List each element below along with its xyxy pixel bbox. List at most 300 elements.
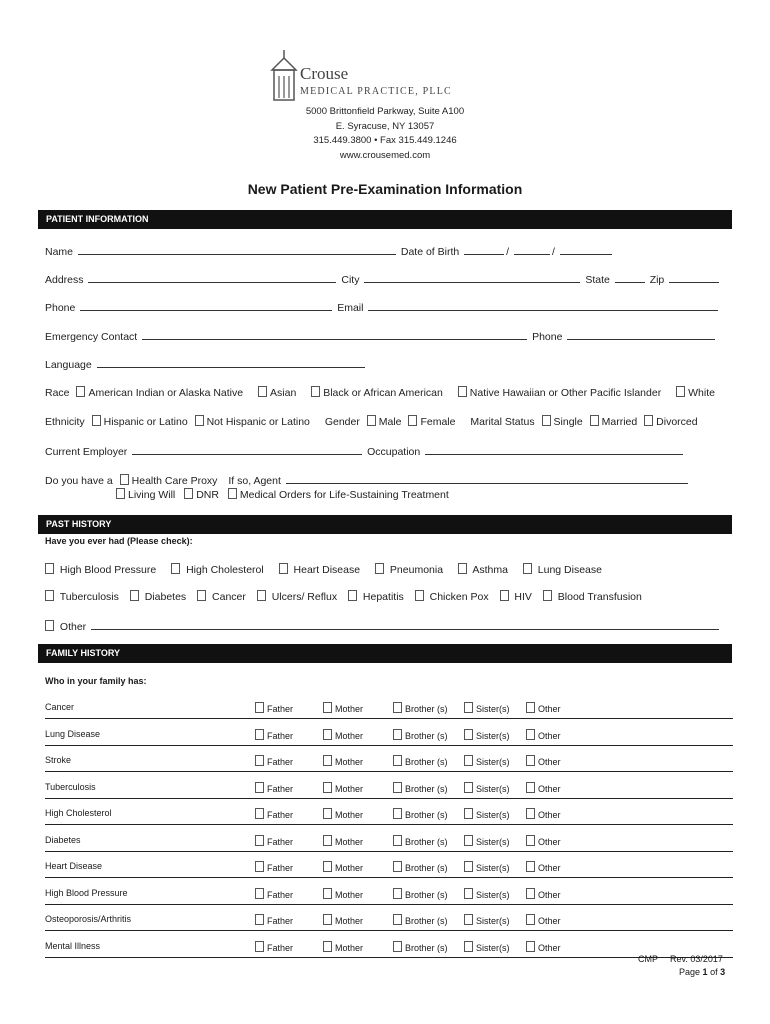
checkbox-icon[interactable] (197, 590, 206, 601)
checkbox-icon[interactable] (323, 914, 332, 925)
checkbox-icon[interactable] (279, 563, 288, 574)
relative-option[interactable] (393, 861, 448, 873)
relative-label: Other (538, 916, 561, 926)
relative-option[interactable] (323, 702, 363, 714)
directives-row (116, 488, 461, 501)
relative-option[interactable] (323, 755, 363, 767)
relative-option[interactable] (393, 888, 448, 900)
zip-field[interactable] (669, 272, 719, 283)
relative-label: Sister(s) (476, 836, 510, 847)
checkbox-icon[interactable] (408, 415, 417, 426)
relative-label: Brother (s) (405, 704, 448, 714)
name-field[interactable] (78, 244, 396, 255)
history-option[interactable]: Lung Disease (523, 563, 602, 576)
relative-label: Brother (s) (405, 916, 448, 926)
relative-label: Brother (s) (405, 810, 448, 820)
relative-option[interactable] (393, 941, 448, 953)
relative-option[interactable] (323, 861, 363, 873)
ethnicity-option[interactable]: Not Hispanic or Latino (195, 415, 310, 428)
ethnicity-label: Ethnicity (45, 416, 85, 428)
family-history-row (45, 804, 733, 825)
relative-label: Other (538, 810, 561, 820)
checkbox-icon[interactable] (676, 386, 685, 397)
dob-label: Date of Birth (400, 246, 460, 258)
relative-option[interactable] (464, 702, 510, 714)
address-label: Address (45, 274, 84, 286)
checkbox-icon[interactable] (348, 590, 357, 601)
checkbox-icon[interactable] (644, 415, 653, 426)
checkbox-icon[interactable] (526, 861, 535, 872)
relative-option[interactable] (464, 755, 510, 767)
emergency-phone-field[interactable] (567, 329, 715, 340)
checkbox-icon[interactable] (255, 755, 264, 766)
relative-option[interactable] (464, 888, 510, 900)
agent-field[interactable] (286, 473, 688, 484)
past-history-other-row (45, 619, 721, 633)
condition-label: Diabetes (45, 834, 81, 845)
relative-option[interactable] (526, 755, 561, 767)
checkbox-icon[interactable] (323, 888, 332, 899)
checkbox-icon[interactable] (255, 888, 264, 899)
condition-label: Osteoporosis/Arthritis (45, 914, 132, 924)
email-field[interactable] (368, 300, 718, 311)
checkbox-icon[interactable] (526, 835, 535, 846)
family-history-row (45, 884, 733, 905)
relative-label: Father (267, 704, 294, 714)
history-option[interactable]: HIV (500, 590, 532, 603)
checkbox-icon[interactable] (393, 702, 402, 713)
dob-year-field[interactable] (560, 244, 612, 255)
marital-option[interactable]: Divorced (644, 415, 697, 428)
relative-option[interactable] (526, 782, 561, 794)
relative-option[interactable] (323, 914, 363, 926)
relative-option[interactable] (323, 888, 363, 900)
family-history-row (45, 778, 733, 799)
checkbox-icon[interactable] (45, 620, 54, 631)
city-label: City (341, 274, 360, 286)
relative-label: Other (538, 757, 561, 767)
relative-label: Father (267, 889, 294, 900)
employer-field[interactable] (132, 444, 362, 455)
checkbox-icon[interactable] (184, 488, 193, 499)
name-row (45, 244, 614, 258)
history-option[interactable]: Tuberculosis (45, 590, 119, 603)
checkbox-icon[interactable] (464, 888, 473, 899)
website-line: www.crousemed.com (339, 150, 431, 161)
relative-label: Sister(s) (476, 810, 510, 820)
checkbox-icon[interactable] (393, 782, 402, 793)
history-option[interactable]: Asthma (458, 563, 508, 576)
condition-label: Lung Disease (45, 728, 101, 739)
checkbox-icon[interactable] (323, 835, 332, 846)
checkbox-icon[interactable] (255, 835, 264, 846)
checkbox-icon[interactable] (464, 729, 473, 740)
relative-label: Father (267, 810, 294, 820)
relative-label: Sister(s) (476, 757, 510, 767)
relative-option[interactable] (323, 729, 363, 741)
race-option[interactable]: White (676, 386, 715, 399)
checkbox-icon[interactable] (464, 835, 473, 846)
relative-option[interactable] (255, 782, 293, 794)
ethnicity-row (45, 415, 710, 428)
marital-status-label: Marital Status (470, 416, 535, 428)
practice-logo (270, 48, 480, 104)
checkbox-icon[interactable] (590, 415, 599, 426)
relative-option[interactable] (393, 755, 448, 767)
relative-option[interactable] (393, 729, 448, 741)
checkbox-icon[interactable] (255, 782, 264, 793)
condition-label: Heart Disease (45, 861, 103, 871)
relative-label: Mother (335, 730, 364, 741)
phone-fax-line: 315.449.3800 • Fax 315.449.1246 (313, 135, 457, 146)
checkbox-icon[interactable] (323, 782, 332, 793)
relative-label: Mother (335, 810, 364, 820)
relative-label: Mother (335, 783, 364, 794)
relative-label: Other (538, 863, 561, 873)
relative-option[interactable] (526, 888, 561, 900)
relative-label: Sister(s) (476, 863, 510, 873)
checkbox-icon[interactable] (393, 835, 402, 846)
checkbox-icon[interactable] (45, 563, 54, 574)
checkbox-icon[interactable] (464, 808, 473, 819)
gender-option[interactable]: Male (367, 415, 402, 428)
relative-option[interactable] (464, 914, 510, 926)
other-field[interactable] (91, 619, 719, 630)
dob-day-field[interactable] (514, 244, 550, 255)
history-option[interactable]: High Cholesterol (171, 563, 264, 576)
relative-label: Brother (s) (405, 889, 448, 900)
condition-label: Cancer (45, 702, 75, 712)
checkbox-icon[interactable] (255, 702, 264, 713)
checkbox-icon[interactable] (45, 590, 54, 601)
relative-label: Mother (335, 757, 364, 767)
relative-option[interactable] (255, 808, 293, 820)
relative-label: Father (267, 730, 294, 741)
dnr-option[interactable]: DNR (184, 488, 219, 501)
checkbox-icon[interactable] (130, 590, 139, 601)
emergency-contact-field[interactable] (142, 329, 527, 340)
relative-label: Mother (335, 836, 364, 847)
proxy-row (45, 473, 690, 487)
dob-separator: / (506, 246, 510, 258)
logo-subtitle: MEDICAL PRACTICE, PLLC (300, 86, 452, 97)
checkbox-icon[interactable] (120, 474, 129, 485)
checkbox-icon[interactable] (258, 386, 267, 397)
checkbox-icon[interactable] (526, 808, 535, 819)
section-bar-past-history: PAST HISTORY (38, 515, 732, 534)
race-option[interactable]: Asian (258, 386, 296, 399)
relative-option[interactable] (255, 702, 293, 714)
history-option[interactable]: Hepatitis (348, 590, 404, 603)
relative-label: Mother (335, 889, 364, 900)
condition-label: Mental Illness (45, 940, 101, 951)
checkbox-icon[interactable] (255, 941, 264, 952)
emergency-row (45, 329, 717, 343)
checkbox-icon[interactable] (393, 861, 402, 872)
family-history-row (45, 831, 733, 852)
checkbox-icon[interactable] (500, 590, 509, 601)
history-option[interactable]: Heart Disease (279, 563, 360, 576)
relative-label: Mother (335, 942, 364, 953)
relative-label: Mother (335, 916, 364, 926)
checkbox-icon[interactable] (393, 729, 402, 740)
relative-option[interactable] (255, 888, 293, 900)
gender-label: Gender (324, 416, 360, 428)
emergency-phone-label: Phone (532, 331, 563, 343)
relative-option[interactable] (526, 914, 561, 926)
checkbox-icon[interactable] (311, 386, 320, 397)
relative-label: Brother (s) (405, 836, 448, 847)
checkbox-icon[interactable] (526, 702, 535, 713)
checkbox-icon[interactable] (367, 415, 376, 426)
family-history-row (45, 857, 733, 878)
proxy-option[interactable]: Health Care Proxy (120, 474, 218, 487)
relative-option[interactable] (255, 835, 293, 847)
history-option[interactable]: Pneumonia (375, 563, 443, 576)
relative-option[interactable] (526, 861, 561, 873)
name-label: Name (45, 246, 74, 258)
checkbox-icon[interactable] (464, 755, 473, 766)
family-history-row (45, 751, 733, 772)
relative-option[interactable] (255, 755, 293, 767)
revision-date: Rev. 03/2017 (670, 954, 723, 964)
relative-label: Sister(s) (476, 916, 510, 926)
relative-option[interactable] (526, 702, 561, 714)
checkbox-icon[interactable] (228, 488, 237, 499)
occupation-label: Occupation (367, 446, 421, 458)
race-option[interactable]: American Indian or Alaska Native (76, 386, 243, 399)
relative-option[interactable] (255, 861, 293, 873)
relative-option[interactable] (393, 702, 448, 714)
relative-option[interactable] (464, 941, 510, 953)
dob-month-field[interactable] (464, 244, 504, 255)
checkbox-icon[interactable] (458, 386, 467, 397)
history-option[interactable]: Ulcers/ Reflux (257, 590, 337, 603)
checkbox-icon[interactable] (464, 782, 473, 793)
ethnicity-option[interactable]: Hispanic or Latino (92, 415, 188, 428)
occupation-field[interactable] (425, 444, 683, 455)
relative-option[interactable] (464, 729, 510, 741)
relative-label: Other (538, 889, 561, 900)
relative-option[interactable] (323, 808, 363, 820)
checkbox-icon[interactable] (393, 755, 402, 766)
agent-label: If so, Agent (228, 475, 281, 487)
checkbox-icon[interactable] (464, 702, 473, 713)
checkbox-icon[interactable] (464, 941, 473, 952)
checkbox-icon[interactable] (255, 729, 264, 740)
race-row (45, 386, 727, 399)
past-history-instructions: Have you ever had (Please check): (45, 536, 193, 546)
checkbox-icon[interactable] (375, 563, 384, 574)
race-option[interactable]: Native Hawaiian or Other Pacific Islander (458, 386, 661, 399)
checkbox-icon[interactable] (323, 702, 332, 713)
checkbox-icon[interactable] (323, 861, 332, 872)
relative-label: Brother (s) (405, 757, 448, 767)
checkbox-icon[interactable] (257, 590, 266, 601)
relative-label: Brother (s) (405, 863, 448, 873)
relative-option[interactable] (323, 835, 363, 847)
relative-label: Father (267, 836, 294, 847)
relative-option[interactable] (526, 835, 561, 847)
checkbox-icon[interactable] (255, 861, 264, 872)
checkbox-icon[interactable] (76, 386, 85, 397)
relative-label: Brother (s) (405, 730, 448, 741)
relative-option[interactable] (393, 808, 448, 820)
relative-label: Father (267, 783, 294, 794)
phone-label: Phone (45, 302, 76, 314)
checkbox-icon[interactable] (255, 914, 264, 925)
condition-label: Stroke (45, 755, 72, 765)
page-title: New Patient Pre-Examination Information (247, 181, 523, 197)
checkbox-icon[interactable] (464, 914, 473, 925)
checkbox-icon[interactable] (464, 861, 473, 872)
relative-option[interactable] (526, 808, 561, 820)
relative-label: Sister(s) (476, 783, 510, 794)
address-line-1: 5000 Brittonfield Parkway, Suite A100 (305, 106, 465, 117)
city-field[interactable] (364, 272, 580, 283)
checkbox-icon[interactable] (526, 729, 535, 740)
family-history-row (45, 725, 733, 746)
state-label: State (585, 274, 610, 286)
relative-label: Sister(s) (476, 942, 510, 953)
condition-label: High Cholesterol (45, 808, 112, 818)
checkbox-icon[interactable] (323, 808, 332, 819)
living-will-option[interactable]: Living Will (116, 488, 175, 501)
section-bar-family-history: FAMILY HISTORY (38, 644, 732, 663)
relative-label: Father (267, 942, 294, 953)
past-history-row-1 (45, 563, 614, 576)
relative-label: Sister(s) (476, 704, 510, 714)
address-line-2: E. Syracuse, NY 13057 (335, 121, 435, 132)
phone-field[interactable] (80, 300, 332, 311)
race-label: Race (45, 387, 70, 399)
relative-option[interactable] (526, 729, 561, 741)
relative-label: Other (538, 942, 561, 953)
building-logo-icon (270, 48, 298, 102)
checkbox-icon[interactable] (526, 888, 535, 899)
history-option[interactable]: Chicken Pox (415, 590, 489, 603)
relative-label: Father (267, 863, 294, 873)
checkbox-icon[interactable] (195, 415, 204, 426)
language-row (45, 357, 367, 371)
relative-label: Father (267, 757, 294, 767)
relative-option[interactable] (464, 861, 510, 873)
relative-option[interactable] (464, 835, 510, 847)
checkbox-icon[interactable] (323, 755, 332, 766)
molst-option[interactable]: Medical Orders for Life-Sustaining Treatment (228, 488, 449, 501)
relative-label: Brother (s) (405, 783, 448, 794)
past-history-row-2 (45, 590, 642, 603)
checkbox-icon[interactable] (526, 914, 535, 925)
zip-label: Zip (649, 274, 665, 286)
page-number: Page 1 of 3 (679, 967, 726, 977)
checkbox-icon[interactable] (323, 729, 332, 740)
relative-option[interactable] (255, 729, 293, 741)
relative-option[interactable] (464, 808, 510, 820)
race-option[interactable]: Black or African American (311, 386, 443, 399)
relative-label: Mother (335, 704, 364, 714)
checkbox-icon[interactable] (393, 808, 402, 819)
checkbox-icon[interactable] (543, 590, 552, 601)
checkbox-icon[interactable] (323, 941, 332, 952)
checkbox-icon[interactable] (542, 415, 551, 426)
language-label: Language (45, 359, 92, 371)
checkbox-icon[interactable] (116, 488, 125, 499)
employer-label: Current Employer (45, 446, 128, 458)
relative-label: Sister(s) (476, 730, 510, 741)
relative-option[interactable] (323, 941, 363, 953)
relative-label: Mother (335, 863, 364, 873)
relative-option[interactable] (323, 782, 363, 794)
language-field[interactable] (97, 357, 365, 368)
relative-option[interactable] (393, 914, 448, 926)
family-history-instructions: Who in your family has: (45, 676, 147, 686)
relative-option[interactable] (526, 941, 561, 953)
checkbox-icon[interactable] (92, 415, 101, 426)
relative-label: Brother (s) (405, 942, 448, 953)
relative-label: Other (538, 704, 561, 714)
form-code: CMP (638, 954, 658, 964)
history-option[interactable]: Diabetes (130, 590, 186, 603)
employer-row (45, 444, 685, 458)
family-history-row (45, 910, 733, 931)
do-you-have-label: Do you have a (45, 475, 113, 487)
relative-option[interactable] (393, 782, 448, 794)
section-bar-patient-info: PATIENT INFORMATION (38, 210, 732, 229)
email-label: Email (337, 302, 364, 314)
other-label: Other (59, 621, 87, 633)
checkbox-icon[interactable] (458, 563, 467, 574)
emergency-contact-label: Emergency Contact (45, 331, 138, 343)
relative-label: Other (538, 783, 561, 794)
checkbox-icon[interactable] (255, 808, 264, 819)
checkbox-icon[interactable] (393, 888, 402, 899)
logo-name: Crouse (300, 64, 349, 83)
history-option[interactable]: Blood Transfusion (543, 590, 642, 603)
checkbox-icon[interactable] (526, 755, 535, 766)
checkbox-icon[interactable] (415, 590, 424, 601)
checkbox-icon[interactable] (526, 782, 535, 793)
checkbox-icon[interactable] (171, 563, 180, 574)
checkbox-icon[interactable] (393, 914, 402, 925)
relative-option[interactable] (255, 941, 293, 953)
family-history-row (45, 698, 733, 719)
dob-separator: / (552, 246, 555, 258)
relative-option[interactable] (393, 835, 448, 847)
address-row (45, 272, 721, 286)
family-history-row (45, 937, 733, 958)
relative-label: Father (267, 916, 294, 926)
gender-option[interactable]: Female (408, 415, 455, 428)
relative-option[interactable] (464, 782, 510, 794)
condition-label: High Blood Pressure (45, 887, 128, 898)
relative-label: Other (538, 836, 561, 847)
marital-option[interactable]: Married (590, 415, 638, 428)
marital-option[interactable]: Single (542, 415, 583, 428)
history-option[interactable]: Cancer (197, 590, 246, 603)
address-field[interactable] (88, 272, 336, 283)
condition-label: Tuberculosis (45, 781, 96, 792)
relative-option[interactable] (255, 914, 293, 926)
state-field[interactable] (615, 272, 645, 283)
checkbox-icon[interactable] (526, 941, 535, 952)
relative-label: Other (538, 730, 561, 741)
checkbox-icon[interactable] (393, 941, 402, 952)
checkbox-icon[interactable] (523, 563, 532, 574)
relative-label: Sister(s) (476, 889, 510, 900)
phone-row (45, 300, 720, 314)
history-option[interactable]: High Blood Pressure (45, 563, 156, 576)
